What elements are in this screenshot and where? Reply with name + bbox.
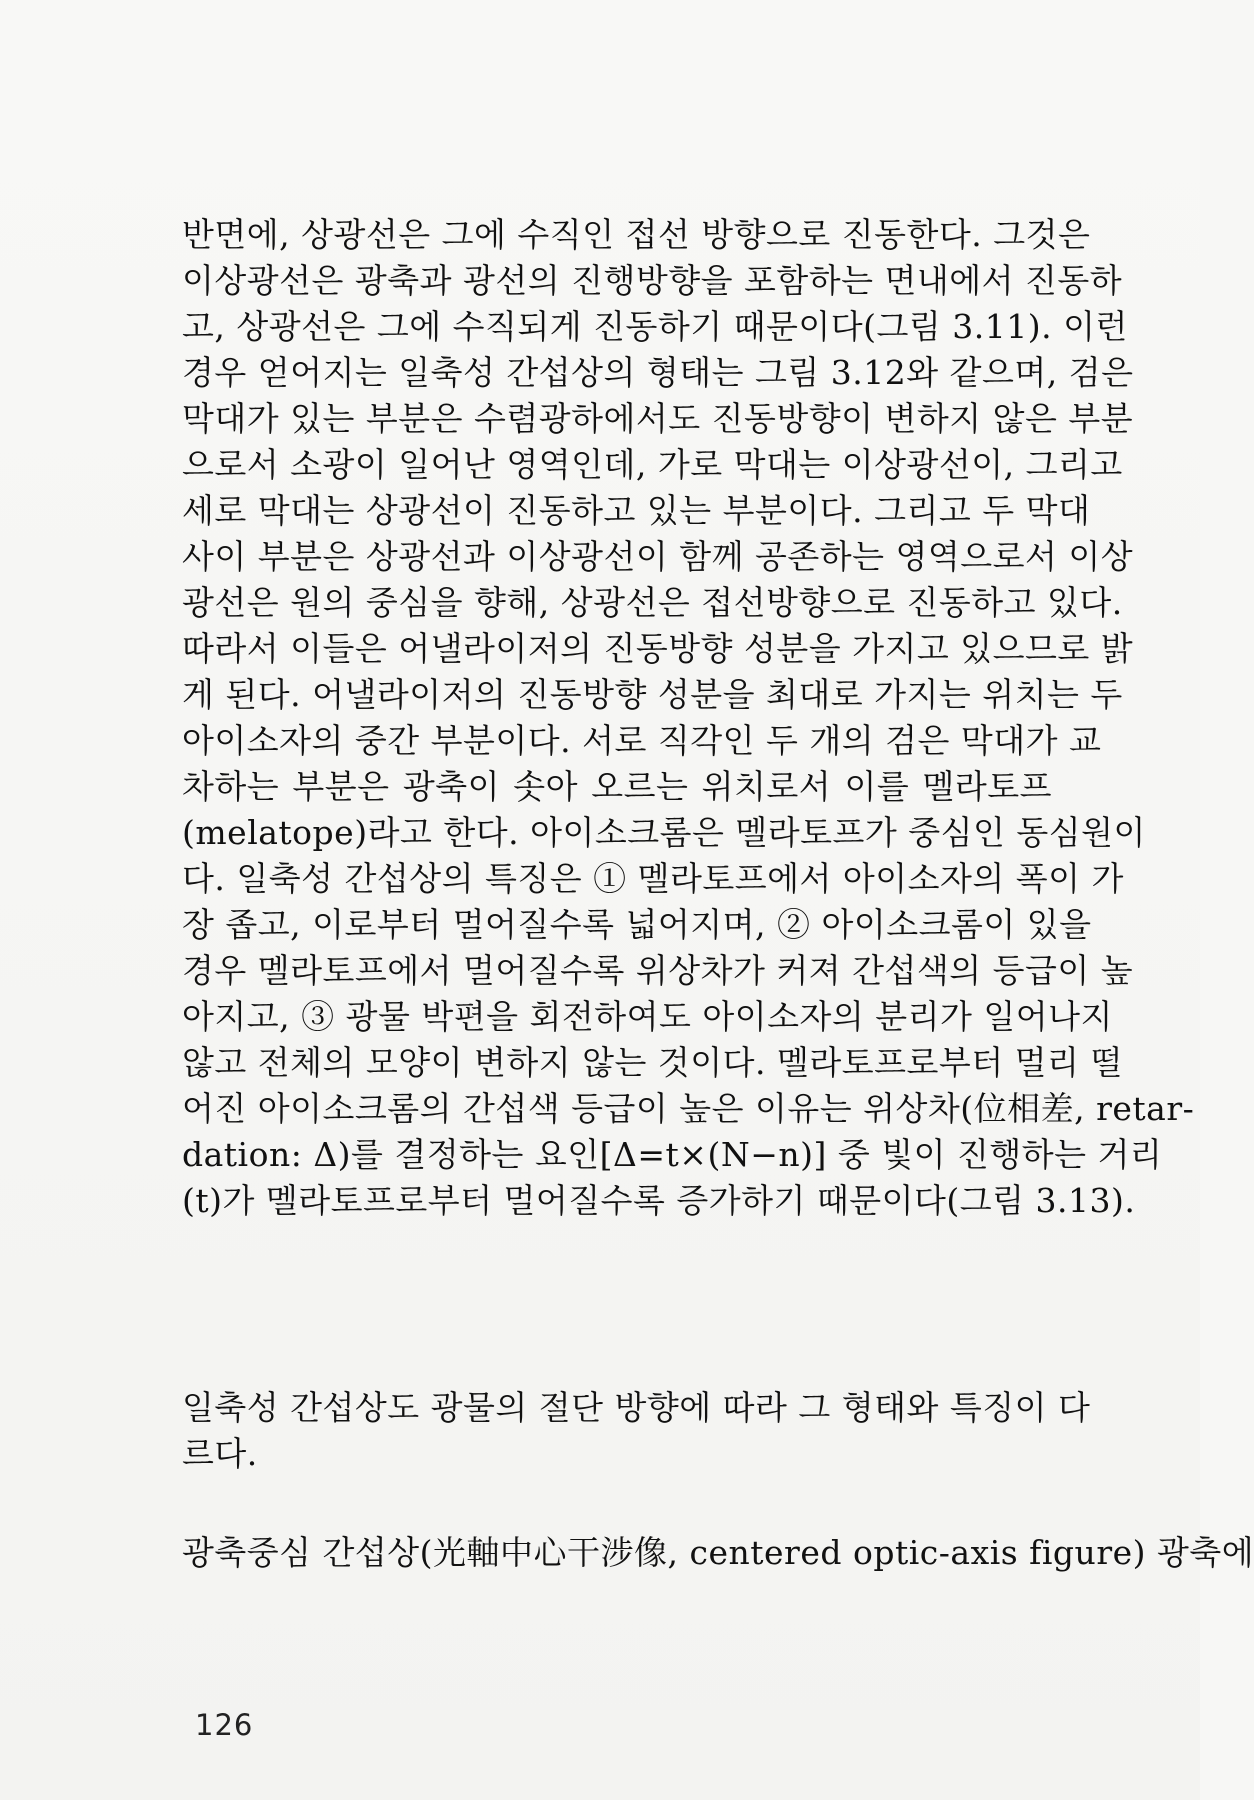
text-line: 으로서 소광이 일어난 영역인데, 가로 막대는 이상광선이, 그리고 <box>182 445 1123 484</box>
text-line: 아이소자의 중간 부분이다. 서로 직각인 두 개의 검은 막대가 교 <box>182 721 1102 760</box>
text-line: 일축성 간섭상도 광물의 절단 방향에 따라 그 형태와 특징이 다 <box>182 1388 1091 1427</box>
text-line: 다. 일축성 간섭상의 특징은 ① 멜라토프에서 아이소자의 폭이 가 <box>182 859 1124 898</box>
text-line: 경우 얻어지는 일축성 간섭상의 형태는 그림 3.12와 같으며, 검은 <box>182 353 1134 392</box>
text-line: 어진 아이소크롬의 간섭색 등급이 높은 이유는 위상차(位相差, retar- <box>182 1089 1195 1128</box>
text-line: 차하는 부분은 광축이 솟아 오르는 위치로서 이를 멜라토프 <box>182 767 1052 806</box>
paragraph-centered-optic-axis <box>182 1530 1254 1576</box>
paragraph-cut-direction <box>182 1385 1091 1477</box>
text-line: 장 좁고, 이로부터 멀어질수록 넓어지며, ② 아이소크롬이 있을 <box>182 905 1092 944</box>
text-line: 세로 막대는 상광선이 진동하고 있는 부분이다. 그리고 두 막대 <box>182 491 1091 530</box>
text-line: 사이 부분은 상광선과 이상광선이 함께 공존하는 영역으로서 이상 <box>182 537 1134 576</box>
text-line: 경우 멜라토프에서 멀어질수록 위상차가 커져 간섭색의 등급이 높 <box>182 951 1134 990</box>
text-line: (t)가 멜라토프로부터 멀어질수록 증가하기 때문이다(그림 3.13). <box>182 1181 1136 1220</box>
text-line: 게 된다. 어낼라이저의 진동방향 성분을 최대로 가지는 위치는 두 <box>182 675 1123 714</box>
text-line: 않고 전체의 모양이 변하지 않는 것이다. 멜라토프로부터 멀리 떨 <box>182 1043 1123 1082</box>
text-line: 아지고, ③ 광물 박편을 회전하여도 아이소자의 분리가 일어나지 <box>182 997 1113 1036</box>
text-line: 막대가 있는 부분은 수렴광하에서도 진동방향이 변하지 않은 부분 <box>182 399 1134 438</box>
page-number: 126 <box>195 1708 254 1742</box>
text-line: 따라서 이들은 어낼라이저의 진동방향 성분을 가지고 있으므로 밝 <box>182 629 1134 668</box>
paragraph-uniaxial-interference <box>182 212 1195 1224</box>
text-line: 고, 상광선은 그에 수직되게 진동하기 때문이다(그림 3.11). 이런 <box>182 307 1128 346</box>
text-line: 이상광선은 광축과 광선의 진행방향을 포함하는 면내에서 진동하 <box>182 261 1123 300</box>
text-line: dation: Δ)를 결정하는 요인[Δ=t×(N−n)] 중 빛이 진행하는 거리 <box>182 1135 1163 1174</box>
text-line: 반면에, 상광선은 그에 수직인 접선 방향으로 진동한다. 그것은 <box>182 215 1091 254</box>
text-line: 광축중심 간섭상(光軸中心干涉像, centered optic-axis figure) 광축에 <box>182 1533 1254 1572</box>
text-line: (melatope)라고 한다. 아이소크롬은 멜라토프가 중심인 동심원이 <box>182 813 1146 852</box>
text-line: 광선은 원의 중심을 향해, 상광선은 접선방향으로 진동하고 있다. <box>182 583 1123 622</box>
text-line: 르다. <box>182 1434 258 1473</box>
